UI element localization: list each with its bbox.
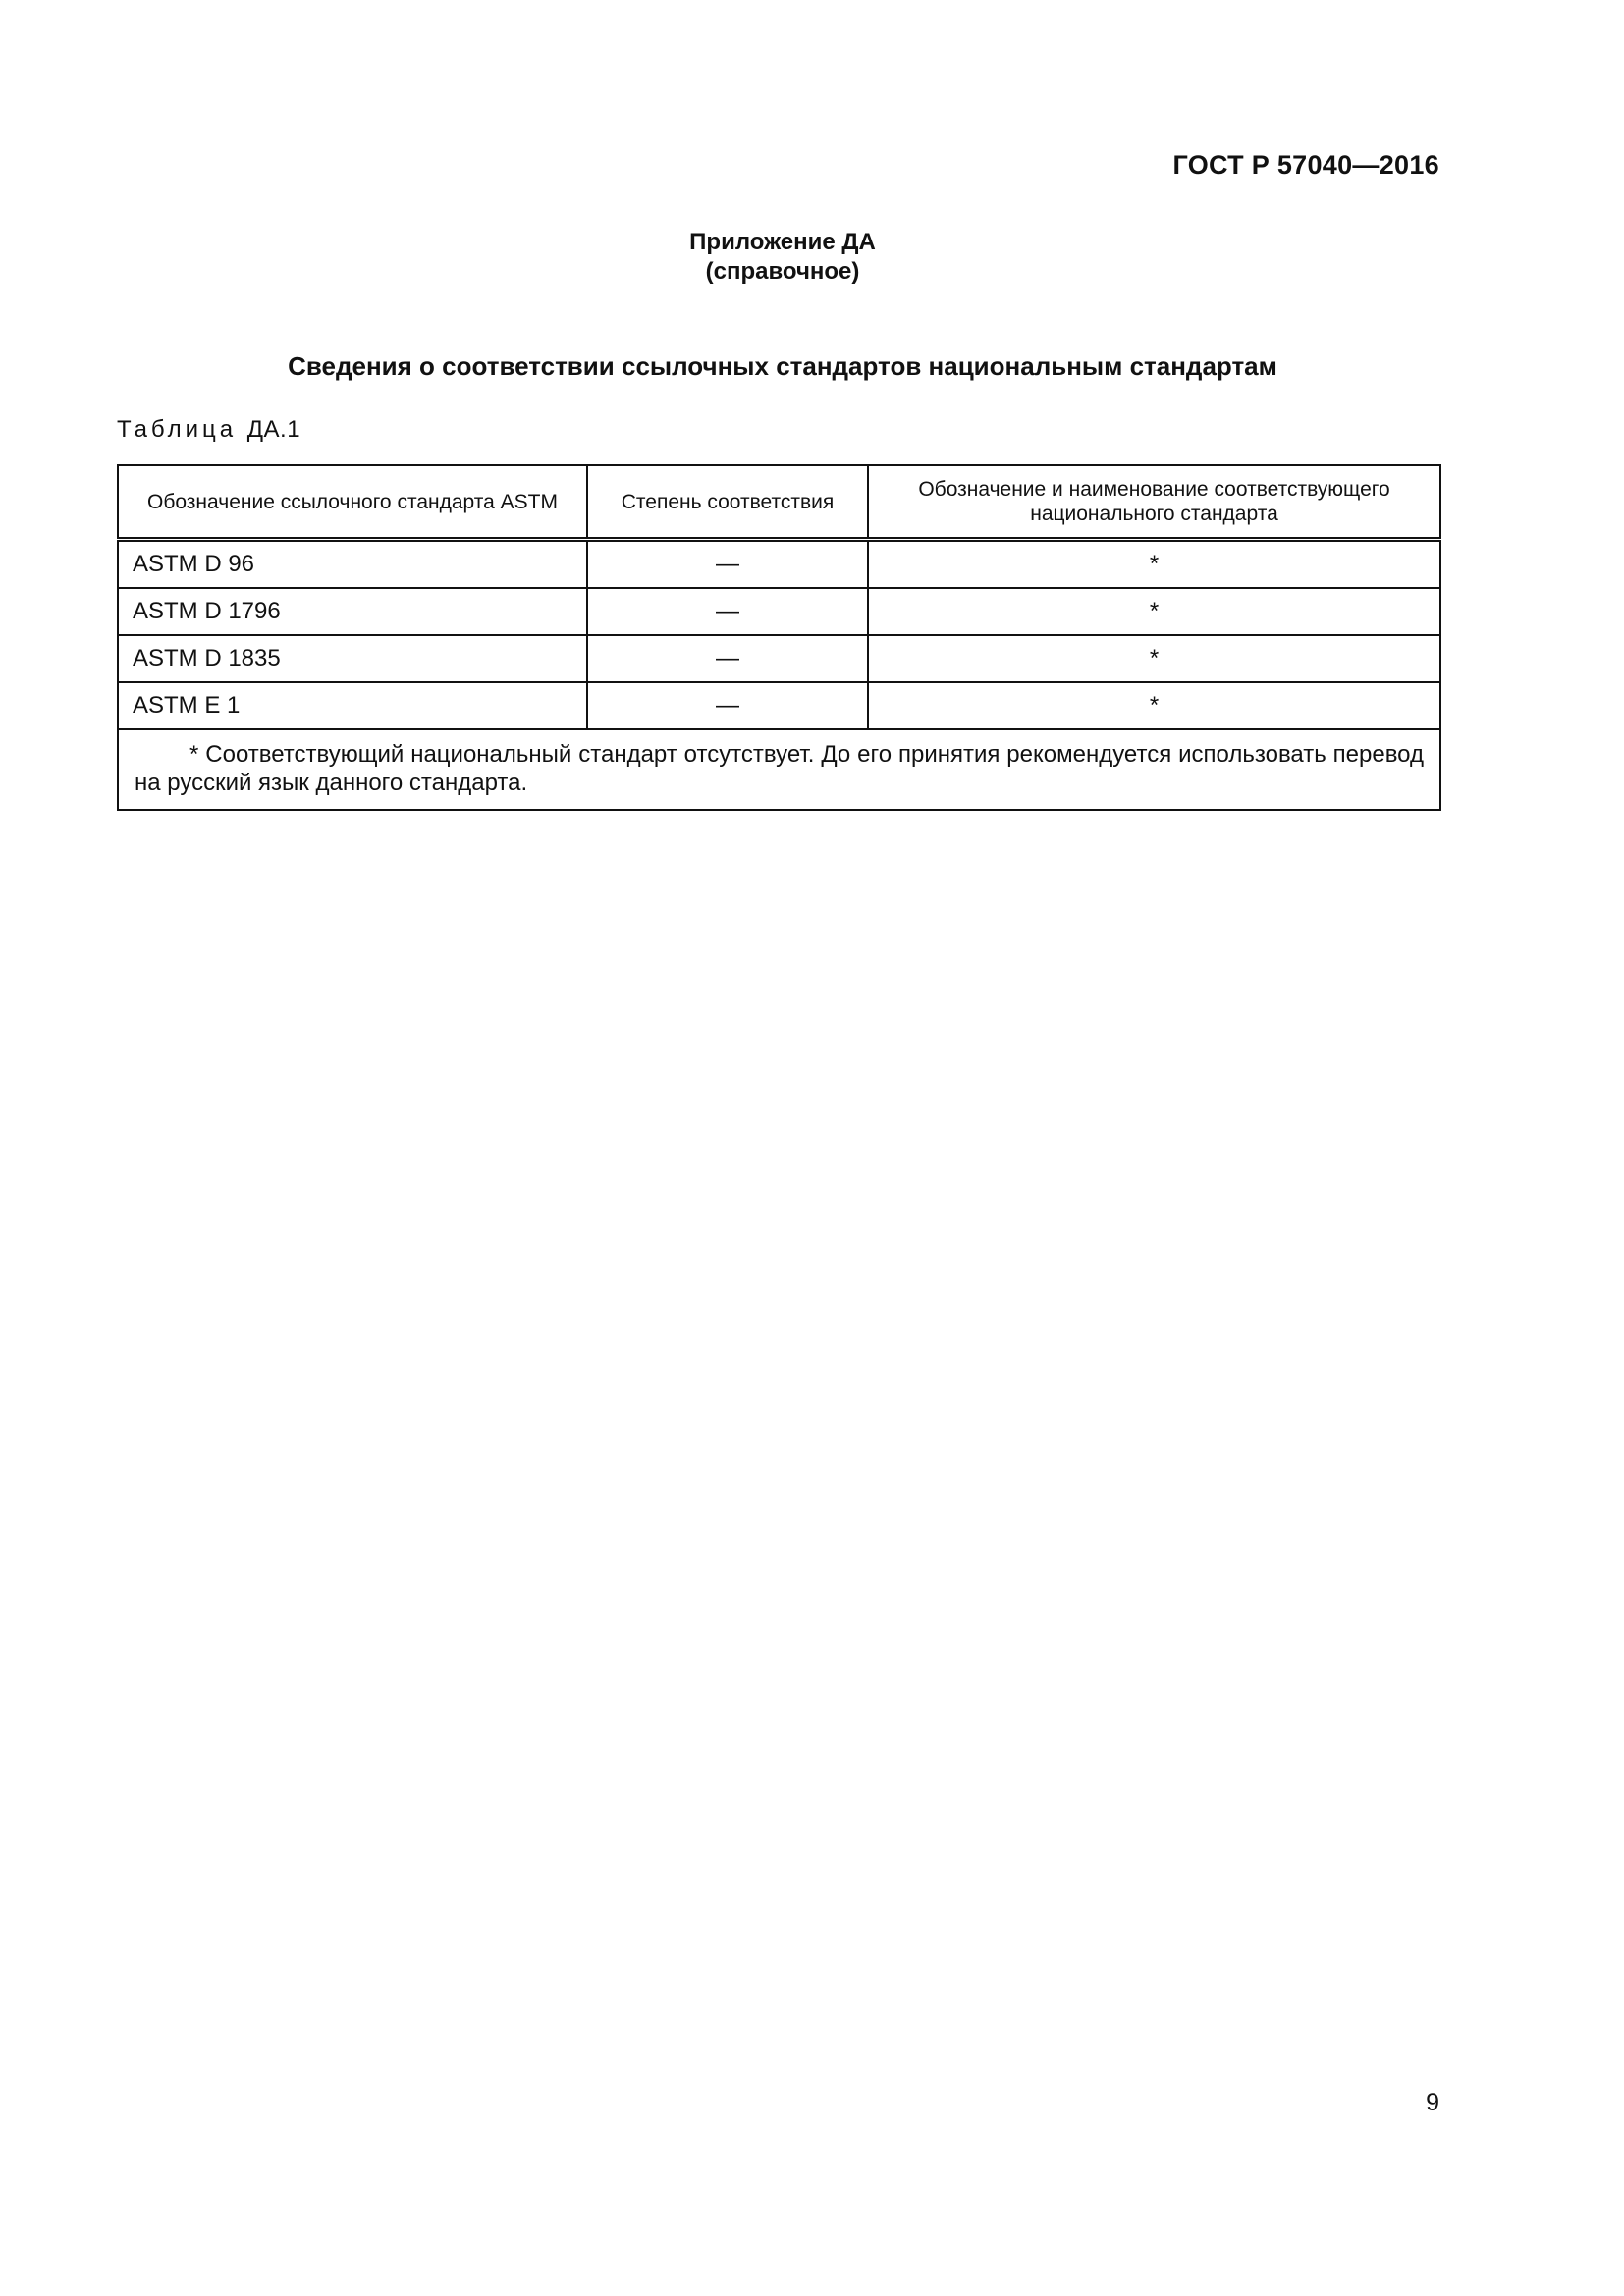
cell-degree: — [587, 540, 868, 589]
cell-national: * [868, 540, 1440, 589]
cell-national: * [868, 635, 1440, 682]
table-row [118, 682, 1440, 729]
cell-degree: — [587, 682, 868, 729]
appendix-heading [0, 228, 1565, 287]
table-footnote: * Соответствующий национальный стандарт отсутствует. До его принятия рекомендуется использовать перевод на русский язык данного стандарта. [118, 729, 1440, 810]
cell-degree: — [587, 588, 868, 635]
table-header-row [118, 465, 1440, 540]
table-caption-number: ДА.1 [246, 416, 301, 443]
reference-standards-table [117, 464, 1441, 811]
table-caption [117, 416, 300, 444]
cell-standard: ASTM E 1 [118, 682, 587, 729]
cell-standard: ASTM D 1835 [118, 635, 587, 682]
cell-degree: — [587, 635, 868, 682]
table-caption-label: Таблица [117, 416, 238, 443]
cell-standard: ASTM D 1796 [118, 588, 587, 635]
cell-standard: ASTM D 96 [118, 540, 587, 589]
column-header-national: Обозначение и наименование соответствующего национального стандарта [868, 465, 1440, 540]
table-row [118, 635, 1440, 682]
appendix-title: Приложение ДА [689, 229, 876, 255]
section-title: Сведения о соответствии ссылочных стандартов национальным стандартам [288, 351, 1277, 381]
column-header-degree: Степень соответствия [587, 465, 868, 540]
appendix-kind: (справочное) [705, 258, 860, 285]
cell-national: * [868, 682, 1440, 729]
document-code: ГОСТ Р 57040—2016 [1172, 150, 1439, 180]
table-footnote-row [118, 729, 1440, 810]
page-number: 9 [1426, 2089, 1439, 2116]
table-row [118, 540, 1440, 589]
table-row [118, 588, 1440, 635]
cell-national: * [868, 588, 1440, 635]
column-header-standard: Обозначение ссылочного стандарта ASTM [118, 465, 587, 540]
